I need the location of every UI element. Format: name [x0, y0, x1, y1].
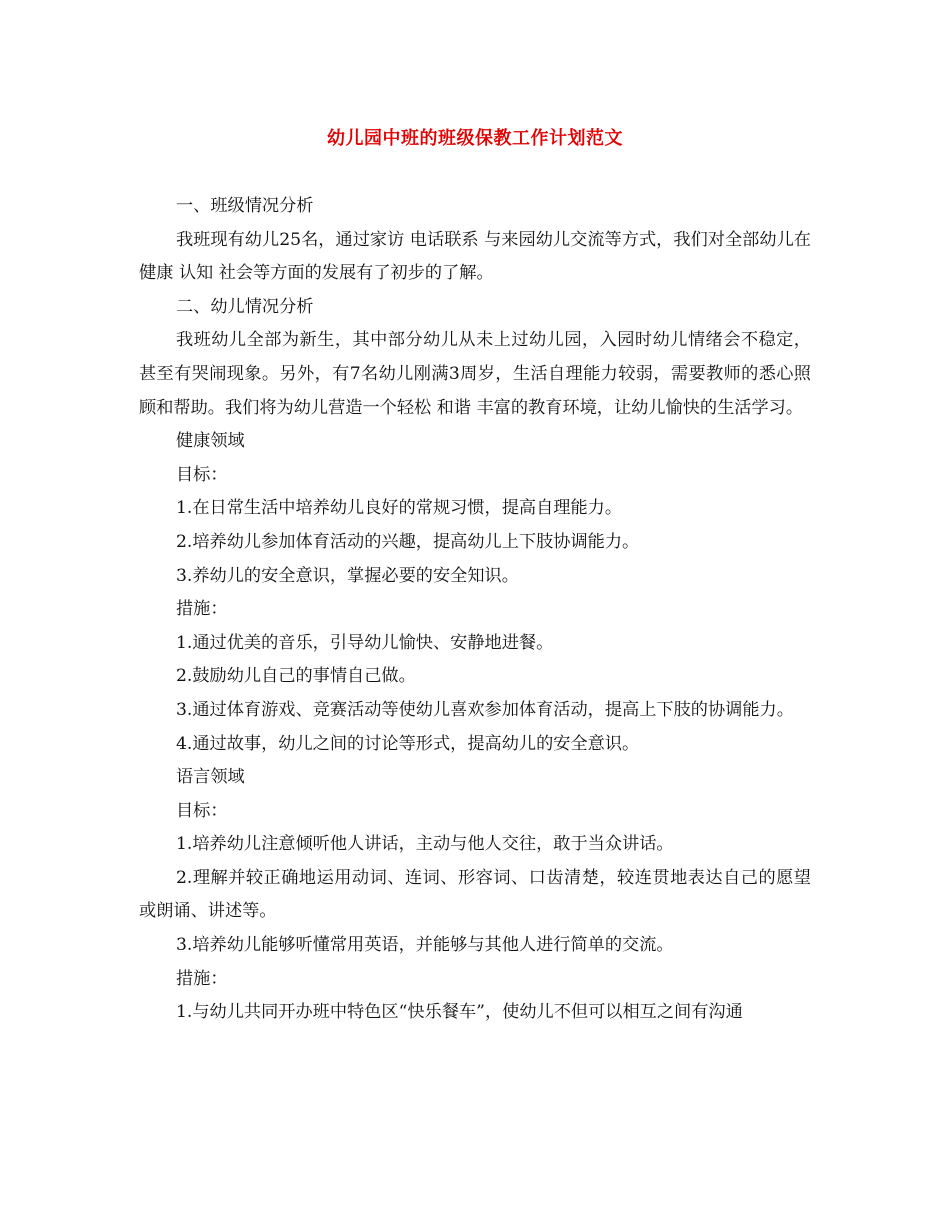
- label-goals: 目标：: [175, 800, 228, 821]
- section-language: 语言领域: [175, 767, 245, 788]
- paragraph-child-analysis: 我班幼儿全部为新生，其中部分幼儿从未上过幼儿园，入园时幼儿情绪会不稳定，甚至有哭闹现象。另外，有7名幼儿刚满3周岁，生活自理能力较弱，需要教师的悉心照顾和帮助。我们将为幼儿营造一个轻松 和谐 丰富的教育环境，让幼儿愉快的生活学习。: [139, 330, 811, 418]
- list-item: 1.在日常生活中培养幼儿良好的常规习惯，提高自理能力。: [175, 498, 623, 519]
- list-item: 1.培养幼儿注意倾听他人讲话，主动与他人交往，敢于当众讲话。: [175, 834, 674, 855]
- list-item: 2.培养幼儿参加体育活动的兴趣，提高幼儿上下肢协调能力。: [175, 531, 640, 552]
- list-item: 2.鼓励幼儿自己的事情自己做。: [175, 666, 416, 687]
- list-item: 3.通过体育游戏、竞赛活动等使幼儿喜欢参加体育活动，提高上下肢的协调能力。: [175, 699, 794, 720]
- paragraph-class-analysis: 我班现有幼儿25名，通过家访 电话联系 与来园幼儿交流等方式，我们对全部幼儿在健康 认知 社会等方面的发展有了初步的了解。: [139, 229, 811, 284]
- document-body: [139, 190, 811, 1030]
- list-item: 1.与幼儿共同开办班中特色区“快乐餐车”，使幼儿不但可以相互之间有沟通: [175, 1002, 743, 1023]
- list-item: 4.通过故事，幼儿之间的讨论等形式，提高幼儿的安全意识。: [175, 733, 640, 754]
- label-goals: 目标：: [175, 464, 228, 485]
- label-measures: 措施：: [175, 599, 228, 620]
- list-item: 3.养幼儿的安全意识，掌握必要的安全知识。: [175, 565, 519, 586]
- label-measures: 措施：: [175, 968, 228, 989]
- heading-class-analysis: 一、班级情况分析: [175, 196, 314, 216]
- list-item: 2.理解并较正确地运用动词、连词、形容词、口齿清楚，较连贯地表达自己的愿望或朗诵、讲述等。: [139, 867, 811, 922]
- section-health: 健康领域: [175, 431, 245, 452]
- list-item: 1.通过优美的音乐，引导幼儿愉快、安静地进餐。: [175, 632, 554, 653]
- list-item: 3.培养幼儿能够听懂常用英语，并能够与其他人进行简单的交流。: [175, 935, 674, 956]
- document-title: 幼儿园中班的班级保教工作计划范文: [327, 128, 623, 149]
- heading-child-analysis: 二、幼儿情况分析: [175, 296, 314, 317]
